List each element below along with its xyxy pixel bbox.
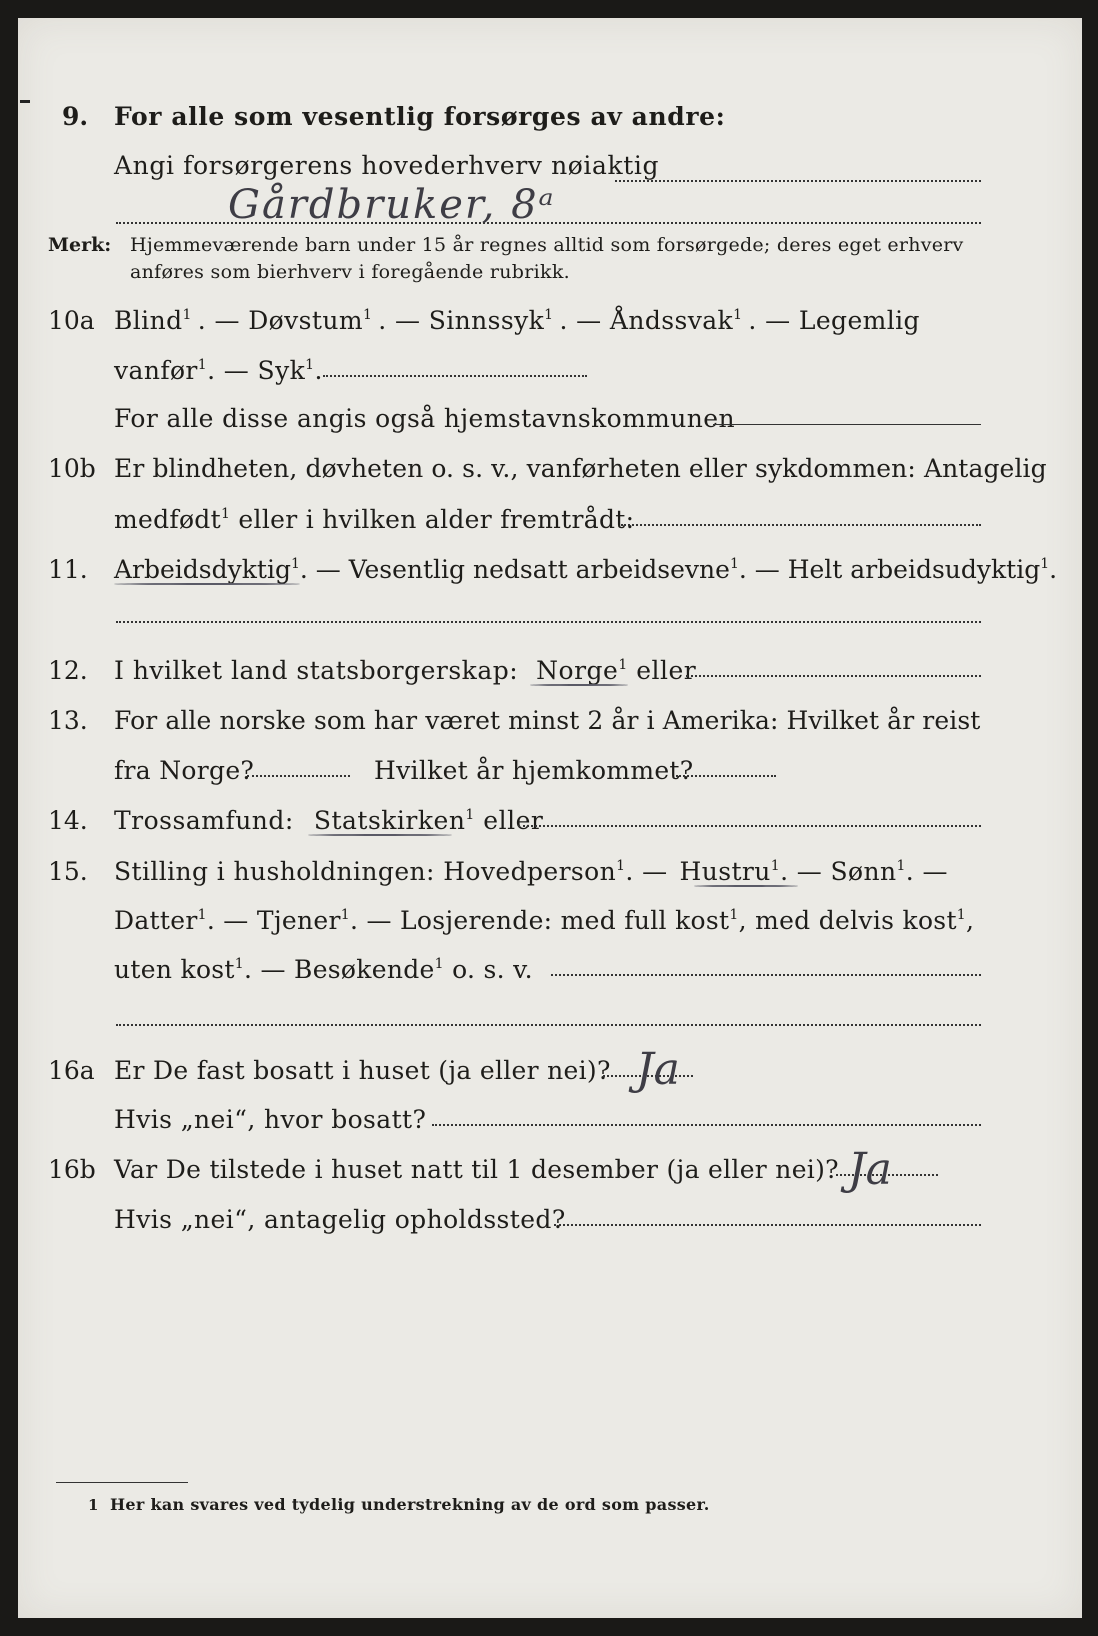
margin-mark: [20, 100, 30, 103]
merk-line2: anføres som bierhverv i foregående rubrikk.: [130, 261, 570, 283]
q9-answer-line1: [615, 180, 981, 182]
q16b-line1: Var De tilstede i huset natt til 1 desember (ja eller nei)?: [114, 1155, 839, 1184]
q13-line2b: Hvilket år hjemkommet?: [374, 756, 694, 785]
q9-line1: For alle som vesentlig forsørges av andre:: [114, 102, 726, 131]
opt-hustru: Hustru: [679, 857, 771, 886]
q14-handwritten-underline: [308, 834, 452, 836]
q13-line1: For alle norske som har været minst 2 år i Amerika: Hvilket år reist: [114, 706, 981, 735]
q11-handwritten-underline: [114, 583, 300, 585]
q10a-line2: vanfør$^1$. — Syk$^1$.: [114, 356, 323, 385]
q10b-line2: medfødt$^1$ eller i hvilken alder fremtrådt:: [114, 505, 635, 534]
q11-answer-line: [116, 621, 981, 623]
q10b-age-line: [621, 524, 981, 526]
q14-number: 14.: [48, 806, 88, 835]
q13-number: 13.: [48, 706, 88, 735]
q16b-line2: Hvis „nei“, antagelig opholdssted?: [114, 1205, 566, 1234]
footnote-mark: 1: [88, 1496, 99, 1514]
opt-arbeidsdyktig: Arbeidsdyktig: [114, 555, 291, 584]
merk-line1: Hjemmeværende barn under 15 år regnes alltid som forsørgede; deres eget erhverv: [130, 234, 964, 256]
q16b-number: 16b: [48, 1155, 96, 1184]
opt-norge: Norge: [536, 656, 619, 685]
q10a-number: 10a: [48, 306, 95, 335]
q16b-opholdssted-line: [554, 1224, 981, 1226]
q16a-line2: Hvis „nei“, hvor bosatt?: [114, 1105, 427, 1134]
q11-number: 11.: [48, 555, 88, 584]
q16a-line1: Er De fast bosatt i huset (ja eller nei)?: [114, 1056, 611, 1085]
q16a-bosatt-line: [432, 1124, 981, 1126]
q13-line2a: fra Norge?: [114, 756, 255, 785]
q9-number: 9.: [62, 102, 89, 131]
q12-answer-line: [686, 675, 981, 677]
opt-blind: Blind: [114, 306, 183, 335]
q9-handwritten-answer: Gårdbruker, 8ᵃ: [228, 182, 556, 228]
q13-reist-line: [247, 775, 350, 777]
q16a-number: 16a: [48, 1056, 95, 1085]
footnote-rule: [56, 1482, 188, 1483]
footnote-text: Her kan svares ved tydelig understrekning av de ord som passer.: [110, 1495, 710, 1514]
q12-handwritten-underline: [530, 684, 628, 686]
q9-line2: Angi forsørgerens hovederhverv nøiaktig: [114, 151, 660, 180]
census-form-page: [18, 18, 1082, 1618]
q15-answer-line1: [551, 974, 981, 976]
q10a-syk-line: [323, 375, 587, 377]
q16b-handwritten-answer: Ja: [848, 1144, 892, 1195]
q12-line: I hvilket land statsborgerskap: Norge$^1$ eller: [114, 656, 697, 685]
q15-line3: uten kost$^1$. — Besøkende$^1$ o. s. v.: [114, 955, 533, 984]
q11-line: Arbeidsdyktig$^1$. — Vesentlig nedsatt arbeidsevne$^1$. — Helt arbeidsudyktig$^1$.: [114, 555, 1058, 584]
q16a-handwritten-answer: Ja: [636, 1044, 680, 1095]
q14-answer-line: [518, 825, 981, 827]
q10b-number: 10b: [48, 454, 96, 483]
q12-number: 12.: [48, 656, 88, 685]
q10a-hjemstavn-line: [713, 424, 981, 425]
q15-handwritten-underline: [694, 885, 798, 887]
q15-line2: Datter$^1$. — Tjener$^1$. — Losjerende: med full kost$^1$, med delvis kost$^1$,: [114, 906, 975, 935]
merk-label: Merk:: [48, 234, 112, 256]
q15-line1: Stilling i husholdningen: Hovedperson$^1$. — Hustru$^1$. — Sønn$^1$. —: [114, 857, 948, 886]
q14-line: Trossamfund: Statskirken$^1$ eller: [114, 806, 544, 835]
q15-number: 15.: [48, 857, 88, 886]
q9-answer-line2: [116, 222, 981, 224]
q10a-line1: Blind$^1$ . — Døvstum$^1$ . — Sinnssyk$^1$ . — Åndssvak$^1$ . — Legemlig: [114, 306, 920, 335]
opt-statskirken: Statskirken: [313, 806, 466, 835]
q15-answer-line2: [116, 1024, 981, 1026]
q13-hjemkommet-line: [676, 775, 776, 777]
q10b-line1: Er blindheten, døvheten o. s. v., vanførheten eller sykdommen: Antagelig: [114, 454, 1047, 483]
q10a-line3: For alle disse angis også hjemstavnskommunen: [114, 404, 735, 433]
